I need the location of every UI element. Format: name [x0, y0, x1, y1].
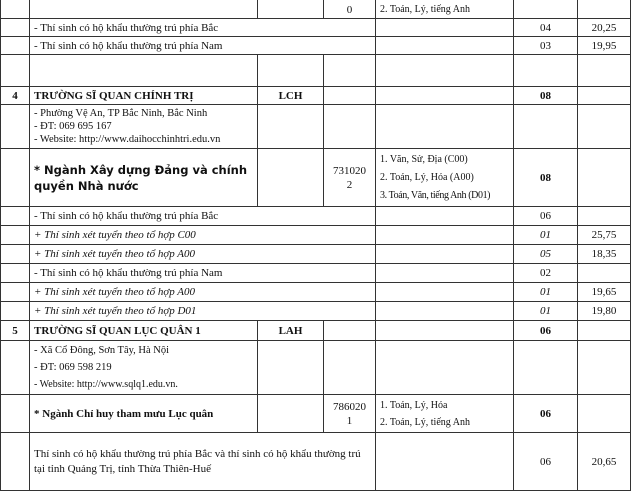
quota-cell: 03	[514, 37, 578, 55]
quota-cell: 06	[514, 433, 578, 491]
school-address: - Phường Vệ An, TP Bắc Ninh, Bắc Ninh	[34, 108, 208, 119]
combo-1: 1. Toán, Lý, Hóa	[380, 399, 448, 411]
school-website: - Website: http://www.daihocchinhtri.edu.vn	[34, 134, 221, 145]
row-label: Thí sinh có hộ khẩu thường trú phía Bắc và thí sinh có hộ khẩu thường trú tại tỉnh Quảng Trị, tỉnh Thừa Thiên-Huế	[30, 433, 376, 491]
score-cell: 20,25	[578, 19, 631, 37]
combo-1: 1. Văn, Sử, Địa (C00)	[380, 153, 468, 165]
table-row	[1, 207, 631, 226]
school-info-row	[1, 341, 631, 395]
major-code-cell: 0	[324, 0, 376, 19]
quota-cell: 08	[514, 149, 578, 207]
major-code: 731020	[333, 164, 366, 177]
quota-cell: 06	[514, 207, 578, 226]
row-label: - Thí sinh có hộ khẩu thường trú phía Nam	[30, 264, 376, 283]
score-cell: 19,80	[578, 302, 631, 321]
major-name: * Ngành Chỉ huy tham mưu Lục quân	[30, 395, 258, 433]
score-cell: 18,35	[578, 245, 631, 264]
school-row	[1, 321, 631, 341]
combo-cell: 2. Toán, Lý, tiếng Anh	[376, 0, 514, 19]
row-label: - Thí sinh có hộ khẩu thường trú phía Bắc	[30, 19, 376, 37]
quota-cell: 01	[514, 226, 578, 245]
row-label: - Thí sinh có hộ khẩu thường trú phía Bắc	[30, 207, 376, 226]
school-number: 4	[1, 87, 30, 105]
major-code: 786020	[333, 400, 366, 413]
school-name: TRƯỜNG SĨ QUAN CHÍNH TRỊ	[30, 87, 258, 105]
school-code: LCH	[258, 87, 324, 105]
table-row	[1, 19, 631, 37]
quota-cell: 08	[514, 87, 578, 105]
school-address: - Xã Cổ Đông, Sơn Tây, Hà Nội	[34, 345, 170, 356]
quota-cell: 04	[514, 19, 578, 37]
score-cell: 25,75	[578, 226, 631, 245]
quota-cell: 06	[514, 395, 578, 433]
table-row	[1, 264, 631, 283]
row-label: + Thí sinh xét tuyển theo tổ hợp A00	[30, 245, 376, 264]
table-row	[1, 283, 631, 302]
row-label: + Thí sinh xét tuyển theo tổ hợp C00	[30, 226, 376, 245]
school-name: TRƯỜNG SĨ QUAN LỤC QUÂN 1	[30, 321, 258, 341]
quota-cell: 06	[514, 321, 578, 341]
major-row: * Ngành Chỉ huy tham mưu Lục quân 786020 1 1. Toán, Lý, Hóa 2. Toán, Lý, tiếng Anh 06	[1, 395, 631, 433]
quota-cell: 01	[514, 283, 578, 302]
school-row	[1, 87, 631, 105]
table-row	[1, 302, 631, 321]
major-name: * Ngành Xây dựng Đảng và chính quyền Nhà nước	[30, 149, 258, 207]
row-label: - Thí sinh có hộ khẩu thường trú phía Nam	[30, 37, 376, 55]
school-website: - Website: http://www.sqlq1.edu.vn.	[34, 379, 178, 390]
table-row	[1, 245, 631, 264]
school-info-row	[1, 105, 631, 149]
school-number: 5	[1, 321, 30, 341]
school-phone: - ĐT: 069 695 167	[34, 121, 112, 132]
quota-cell: 02	[514, 264, 578, 283]
score-cell: 19,95	[578, 37, 631, 55]
table-row	[1, 55, 631, 87]
row-label: + Thí sinh xét tuyển theo tổ hợp A00	[30, 283, 376, 302]
combo-3: 3. Toán, Văn, tiếng Anh (D01)	[380, 189, 491, 201]
school-phone: - ĐT: 069 598 219	[34, 362, 112, 373]
table-row	[1, 0, 631, 19]
table-row	[1, 226, 631, 245]
school-code: LAH	[258, 321, 324, 341]
quota-cell: 05	[514, 245, 578, 264]
score-cell: 19,65	[578, 283, 631, 302]
quota-cell: 01	[514, 302, 578, 321]
combo-2: 2. Toán, Lý, Hóa (A00)	[380, 171, 474, 183]
table-row	[1, 433, 631, 491]
table-row	[1, 37, 631, 55]
row-label: + Thí sinh xét tuyển theo tổ hợp D01	[30, 302, 376, 321]
combo-2: 2. Toán, Lý, tiếng Anh	[380, 416, 470, 428]
major-row: * Ngành Xây dựng Đảng và chính quyền Nhà nước 731020 2 1. Văn, Sử, Địa (C00) 2. Toán, Lý, Hóa (A00) 3. Toán, Văn, tiếng Anh (D01) 08	[1, 149, 631, 207]
score-cell: 20,65	[578, 433, 631, 491]
